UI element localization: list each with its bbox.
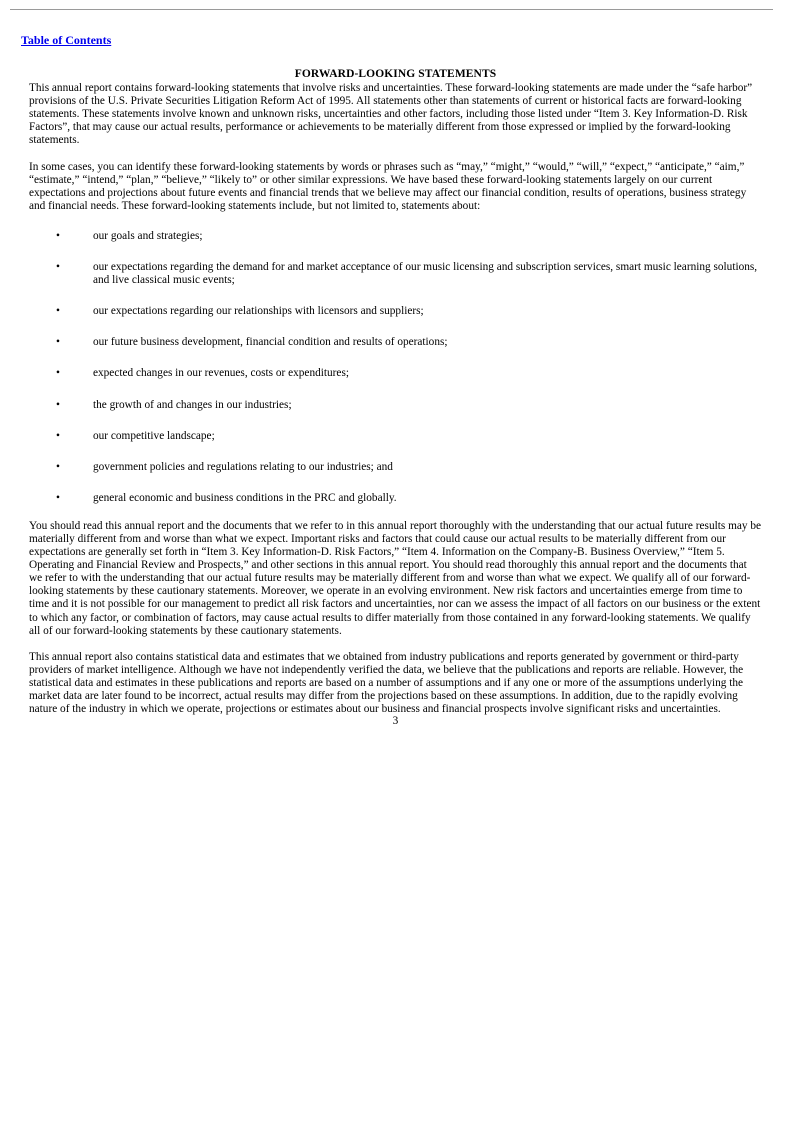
list-item xyxy=(29,305,762,318)
paragraph-statistical-data: This annual report also contains statistical data and estimates that we obtained from industry publications and reports generated by government or third-party providers of market intelligence. Although we have not independently verified the data, we believe that the publications and reports are reliable. However, the statistical data and estimates in these publications and reports are based on a number of assumptions and if any one or more of the assumptions underlying the market data are later found to be incorrect, actual results may differ from the projections based on these assumptions. In addition, due to the rapidly evolving nature of the industry in which we operate, projections or estimates about our business and financial prospects involve significant risks and uncertainties. xyxy=(29,650,744,716)
list-item-text: general economic and business conditions in the PRC and globally. xyxy=(93,491,397,504)
list-item-text: our future business development, financial condition and results of operations; xyxy=(93,336,448,349)
bullet-icon: • xyxy=(56,336,60,349)
list-item xyxy=(29,230,762,243)
bullet-icon: • xyxy=(56,398,60,411)
list-item xyxy=(29,367,762,380)
paragraph-intro: This annual report contains forward-looking statements that involve risks and uncertainties. These forward-looking statements are made under the “safe harbor” provisions of the U.S. Private Securities Litigation Reform Act of 1995. All statements other than statements of current or historical facts are forward-looking statements. These statements involve known and unknown risks, uncertainties and other factors, including those listed under “Item 3. Key Information-D. Risk Factors”, that may cause our actual results, performance or achievements to be materially different from those expressed or implied by the forward-looking statements. xyxy=(29,82,753,147)
bullet-icon: • xyxy=(56,229,60,242)
bullet-icon: • xyxy=(56,491,60,504)
list-item-text: our expectations regarding our relationships with licensors and suppliers; xyxy=(93,305,424,318)
bullet-icon: • xyxy=(56,367,60,380)
list-item xyxy=(29,461,762,474)
list-item xyxy=(29,430,762,443)
paragraph-identification: In some cases, you can identify these forward-looking statements by words or phrases such as “may,” “might,” “would,” “will,” “expect,” “anticipate,” “aim,” “estimate,” “intend,” “plan,” “believe,” “likely to” or other similar expressions. We have based these forward-looking statements largely on our current expectations and projections about future events and financial trends that we believe may affect our financial condition, results of operations, business strategy and financial needs. These forward-looking statements include, but not limited to, statements about: xyxy=(29,160,747,212)
list-item-text: expected changes in our revenues, costs or expenditures; xyxy=(93,367,349,380)
list-item-text: government policies and regulations relating to our industries; and xyxy=(93,460,393,473)
bullet-icon: • xyxy=(56,261,60,274)
list-item-text: our goals and strategies; xyxy=(93,229,203,242)
page-content xyxy=(29,68,762,728)
bullet-icon: • xyxy=(56,305,60,318)
paragraph-cautionary: You should read this annual report and the documents that we refer to in this annual report thoroughly with the understanding that our actual future results may be materially different from and worse than what we expect. Important risks and factors that could cause our actual results to be materially different from our expectations are generally set forth in “Item 3. Key Information-D. Risk Factors,” “Item 4. Information on the Company-B. Business Overview,” “Item 5. Operating and Financial Review and Prospects,” and other sections in this annual report. You should read thoroughly this annual report and the documents that we refer to with the understanding that our actual future results may be materially different from and worse than what we expect. We qualify all of our forward-looking statements by these cautionary statements. Moreover, we operate in an evolving environment. New risk factors and uncertainties emerge from time to time and it is not possible for our management to predict all risk factors and uncertainties, nor can we assess the impact of all factors on our business or the extent to which any factor, or combination of factors, may cause actual results to differ materially from those contained in any forward-looking statements. We qualify all of our forward-looking statements by these cautionary statements. xyxy=(29,519,762,637)
list-item xyxy=(29,261,762,287)
list-item xyxy=(29,336,762,349)
list-item xyxy=(29,492,762,505)
table-of-contents-link[interactable]: Table of Contents xyxy=(21,33,112,47)
top-rule xyxy=(10,9,773,10)
statements-list xyxy=(29,230,762,505)
page-number: 3 xyxy=(392,715,399,728)
list-item-text: our competitive landscape; xyxy=(93,429,215,442)
section-heading: FORWARD-LOOKING STATEMENTS xyxy=(294,68,497,80)
list-item-text: the growth of and changes in our industries; xyxy=(93,398,292,411)
list-item xyxy=(29,399,762,412)
list-item-text: our expectations regarding the demand for and market acceptance of our music licensing and subscription services, smart music learning solutions, and live classical music events; xyxy=(93,261,758,287)
bullet-icon: • xyxy=(56,460,60,473)
bullet-icon: • xyxy=(56,429,60,442)
